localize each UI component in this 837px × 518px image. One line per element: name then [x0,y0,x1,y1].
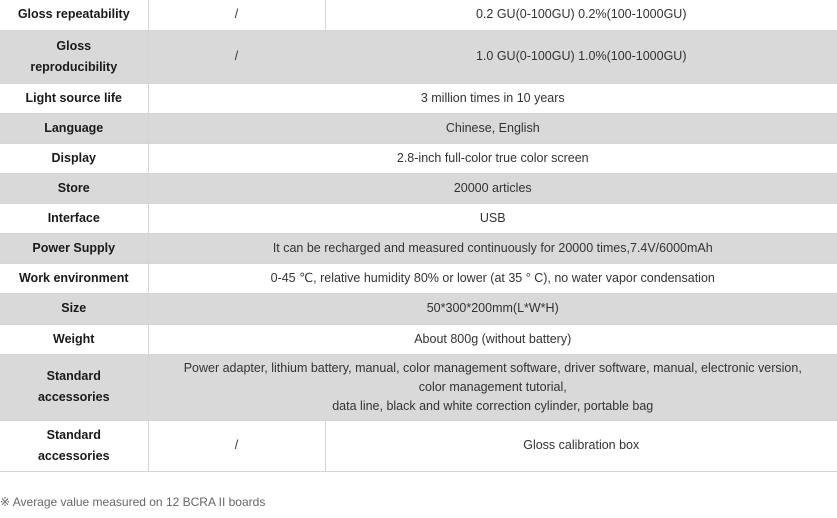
spec-label [0,420,148,471]
spec-label: Light source life [0,83,148,113]
table-row [0,293,837,324]
spec-label: Weight [0,324,148,354]
spec-label-line: reproducibility [30,59,118,74]
spec-label: Display [0,143,148,173]
spec-value: 20000 articles [148,173,837,203]
spec-cell: / [148,420,325,471]
spec-label-line: accessories [37,448,110,463]
spec-label: Size [0,293,148,324]
spec-value: 50*300*200mm(L*W*H) [148,293,837,324]
table-row [0,354,837,420]
spec-value: 0-45 ℃, relative humidity 80% or lower (at 35 ° C), no water vapor condensation [148,263,837,293]
spec-label: Language [0,113,148,143]
table-row [0,83,837,113]
table-row [0,420,837,471]
spec-label: Store [0,173,148,203]
spec-value: 2.8-inch full-color true color screen [148,143,837,173]
table-row [0,30,837,83]
table-row [0,203,837,233]
spec-value-line: color management tutorial, [418,379,567,394]
spec-value: 3 million times in 10 years [148,83,837,113]
footnote: ※ Average value measured on 12 BCRA II boards [0,495,266,509]
spec-label: Interface [0,203,148,233]
table-row [0,173,837,203]
spec-label [0,354,148,420]
spec-value-line: data line, black and white correction cylinder, portable bag [332,398,654,413]
spec-label: Gloss repeatability [0,0,148,30]
spec-value [148,354,837,420]
spec-value: About 800g (without battery) [148,324,837,354]
spec-value: Gloss calibration box [325,420,837,471]
table-row [0,143,837,173]
spec-label-line: Standard [46,369,101,383]
spec-value: USB [148,203,837,233]
spec-value: Chinese, English [148,113,837,143]
table-row [0,324,837,354]
table-row [0,263,837,293]
table-row [0,113,837,143]
table-row [0,0,837,30]
spec-value-line: Power adapter, lithium battery, manual, color management software, driver software, manual, electronic version, [183,360,802,375]
spec-label-line: Standard [46,427,101,442]
spec-label: Power Supply [0,233,148,263]
spec-label: Work environment [0,263,148,293]
spec-value: 0.2 GU(0-100GU) 0.2%(100-1000GU) [325,0,837,30]
spec-label-line: accessories [37,390,110,404]
spec-cell: / [148,0,325,30]
table-row [0,233,837,263]
spec-label-line: Gloss [56,38,92,53]
spec-label [0,30,148,83]
spec-value: It can be recharged and measured continuously for 20000 times,7.4V/6000mAh [148,233,837,263]
spec-value: 1.0 GU(0-100GU) 1.0%(100-1000GU) [325,30,837,83]
spec-cell: / [148,30,325,83]
